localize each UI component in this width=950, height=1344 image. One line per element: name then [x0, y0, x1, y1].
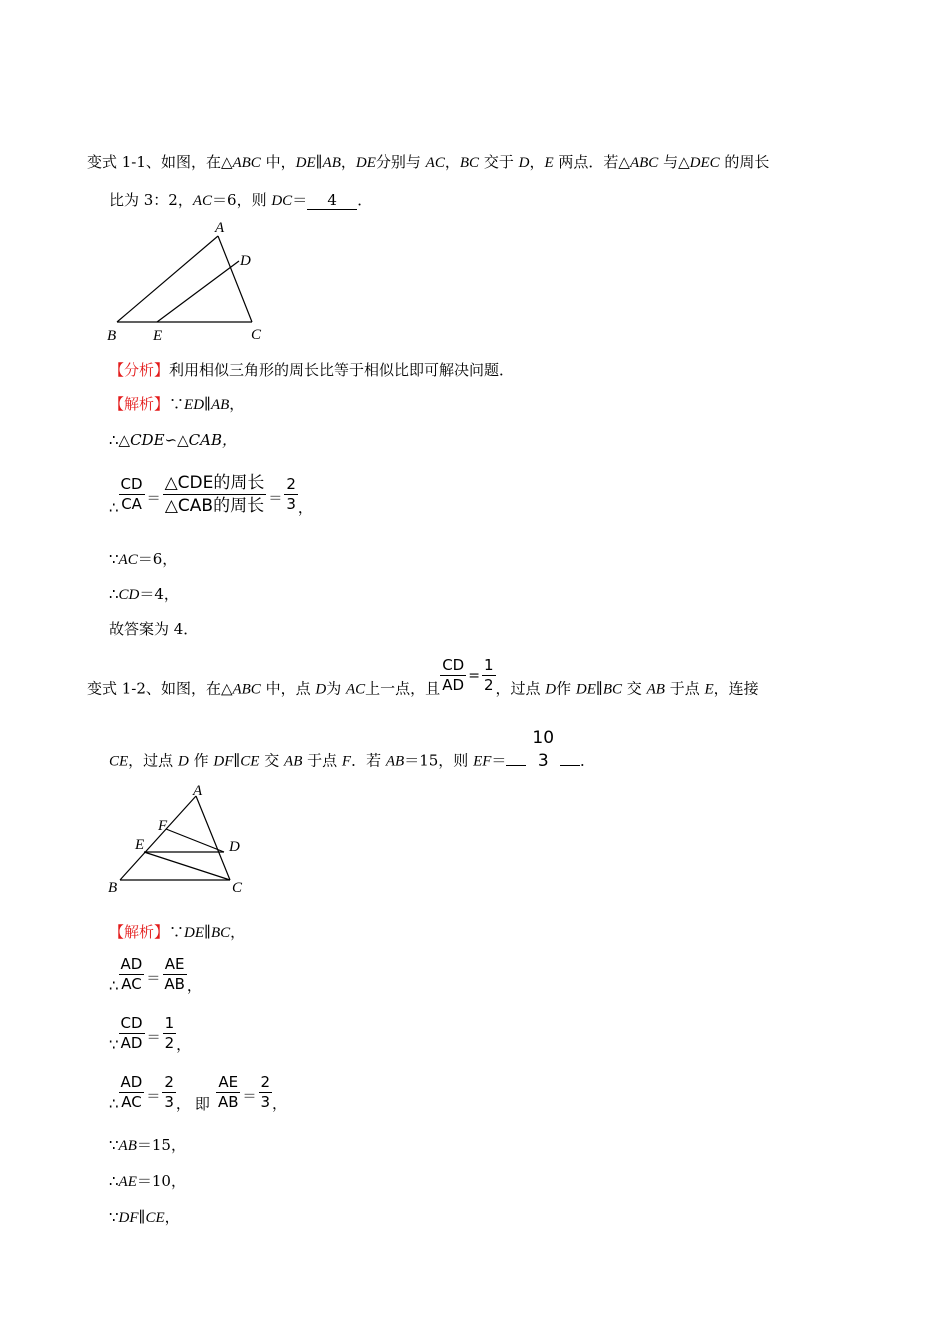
solution-2-line6: ∴AE＝10， — [109, 1172, 186, 1190]
solution-2-line5: ∵AB＝15， — [109, 1136, 186, 1154]
label-c: C — [232, 880, 243, 896]
solution-tag: 【解析】 — [109, 395, 170, 413]
label-b: B — [108, 880, 118, 896]
solution-1-line6: 故答案为 4． — [109, 620, 199, 638]
fraction-cd-ca: $\frac{CD}{CA}$ — [120, 475, 143, 513]
condition-fraction-cd-ad: $\frac{CD}{AD}$ — [442, 656, 465, 694]
solution-2-line1: 【解析】∵DE∥BC， — [109, 923, 246, 941]
fraction-cd-ad: $\frac{CD}{AD}$ — [120, 1014, 143, 1052]
label-d: D — [240, 253, 251, 269]
fraction-one-half: $\frac{1}{2}$ — [164, 1014, 175, 1052]
solution-2-line2: ∴ $\frac{AD}{AC}$ ＝ $\frac{AE}{AB}$ ， — [109, 955, 202, 995]
analysis-tag: 【分析】 — [109, 361, 170, 379]
segment-df — [166, 829, 224, 852]
problem-2-stem-line2: CE，过点 D 作 DF∥CE 交 AB 于点 F．若 AB＝15，则 EF＝ $\frac{10}{3}$ ． — [109, 728, 596, 771]
answer-fraction-ten-thirds: $\frac{10}{3}$ — [532, 728, 555, 771]
label-d: D — [229, 839, 240, 855]
label-e: E — [153, 328, 163, 344]
fraction-two-thirds-2: $\frac{2}{3}$ — [260, 1073, 271, 1111]
fraction-ad-ac: $\frac{AD}{AC}$ — [120, 1073, 143, 1111]
fraction-two-thirds: $\frac{2}{3}$ — [286, 475, 296, 513]
solution-1-ratio-line: ∴ $\frac{CD}{CA}$ ＝ $\frac{\text{△CDE的周长}}{\text{△CAB的周长}}$ ＝ $\frac{2}{3}$ ， — [109, 473, 313, 517]
solution-1-line1: 【解析】∵ED∥AB， — [109, 395, 245, 413]
label-b: B — [107, 328, 117, 344]
fraction-perimeters: $\frac{\text{△CDE的周长}}{\text{△CAB的周长}}$ — [164, 473, 265, 516]
side-ac — [196, 796, 230, 880]
problem-1-stem-line1: 变式 1-1、如图，在△ABC 中，DE∥AB，DE分别与 AC，BC 交于 D，E 两点．若△ABC 与△DEC 的周长 — [87, 153, 770, 171]
solution-1-line2: ∴△CDE∽△CAB， — [109, 431, 237, 449]
label-c: C — [251, 327, 262, 343]
answer-blank: 4 — [307, 191, 357, 210]
problem-1-stem-line2: 比为 3：2，AC＝6，则 DC＝ 4 ． — [109, 191, 373, 209]
fraction-ae-ab: $\frac{AE}{AB}$ — [164, 955, 185, 993]
fraction-ad-ac: $\frac{AD}{AC}$ — [120, 955, 143, 993]
label-e: E — [135, 837, 145, 853]
label-a: A — [215, 220, 225, 236]
solution-2-line7: ∵DF∥CE， — [109, 1208, 180, 1226]
side-ac — [218, 236, 252, 322]
solution-1-line5: ∴CD＝4， — [109, 585, 179, 603]
fraction-ae-ab: $\frac{AE}{AB}$ — [217, 1073, 239, 1111]
condition-fraction-one-half: $\frac{1}{2}$ — [483, 656, 494, 694]
segment-ce — [144, 852, 230, 880]
solution-2-line3: ∵ $\frac{CD}{AD}$ ＝ $\frac{1}{2}$ ， — [109, 1014, 192, 1054]
triangle-figure-2 — [100, 778, 260, 898]
analysis-line: 【分析】利用相似三角形的周长比等于相似比即可解决问题． — [109, 361, 515, 379]
segment-de — [157, 261, 239, 322]
label-f: F — [158, 818, 168, 834]
triangle-figure-1 — [100, 215, 280, 350]
solution-2-line4: ∴ $\frac{AD}{AC}$ ＝ $\frac{2}{3}$ ， 即 $\frac{AE}{AB}$ ＝ $\frac{2}{3}$ ， — [109, 1073, 288, 1113]
fraction-two-thirds: $\frac{2}{3}$ — [164, 1073, 174, 1111]
problem-2-stem-line1: 变式 1-2、如图，在△ABC 中，点 D为 AC上一点，且 $\frac{CD}{AD}$ = $\frac{1}{2}$ ，过点 D作 DE∥BC 交 AB 于点 E，连接 — [87, 656, 759, 698]
side-ab — [117, 236, 218, 322]
solution-1-line4: ∵AC＝6， — [109, 550, 178, 568]
side-ab — [120, 796, 196, 880]
solution-tag: 【解析】 — [109, 923, 170, 941]
label-a: A — [193, 783, 203, 799]
